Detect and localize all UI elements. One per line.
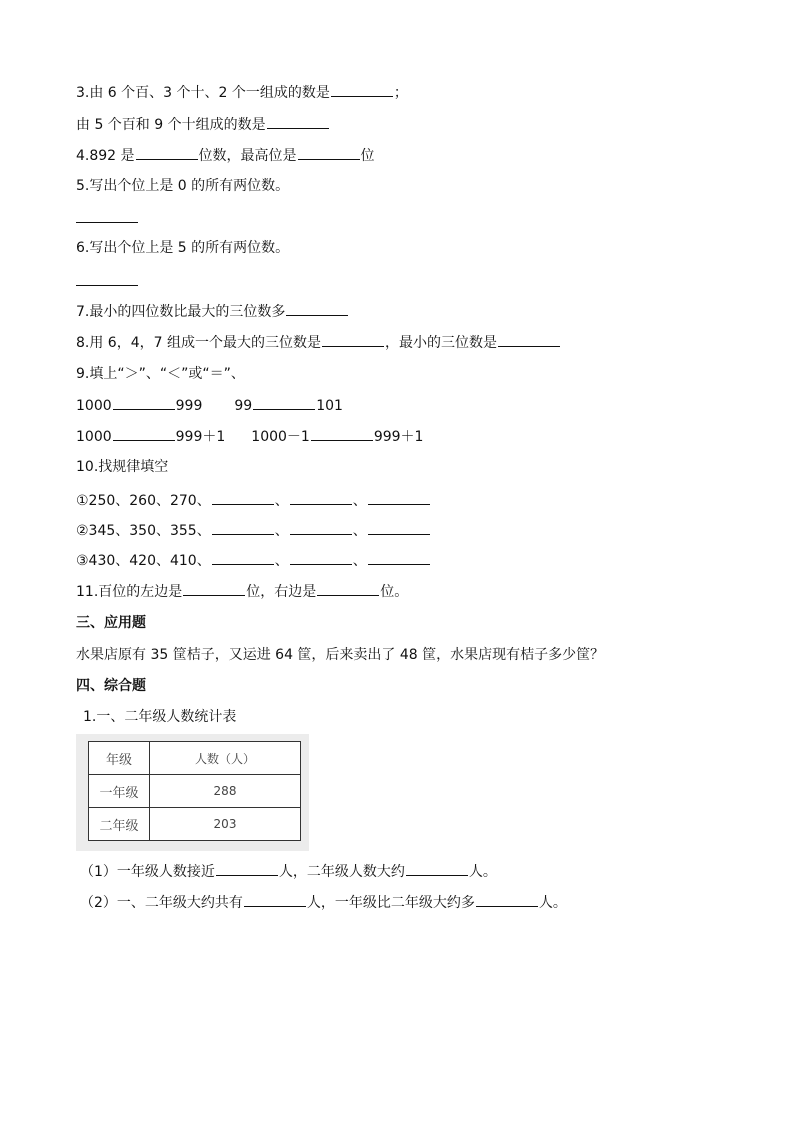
compare-right: 999＋1 <box>373 429 424 445</box>
q11-text-c: 位。 <box>380 584 409 600</box>
q7-text: 7.最小的四位数比最大的三位数多 <box>76 304 286 320</box>
grade-cell: 一年级 <box>89 775 150 808</box>
p1-text-a: （1）一年级人数接近 <box>80 864 215 880</box>
q10-seq3 <box>76 550 431 571</box>
answer-blank[interactable] <box>212 520 274 535</box>
answer-blank[interactable] <box>317 581 379 596</box>
answer-blank[interactable] <box>290 520 352 535</box>
compare-left: 1000 <box>76 429 112 445</box>
application-problem <box>76 645 604 665</box>
separator: 、 <box>274 553 289 569</box>
answer-blank[interactable] <box>368 550 430 565</box>
q3-line1 <box>76 82 408 103</box>
answer-blank[interactable] <box>368 520 430 535</box>
sequence-text: ②345、350、355、 <box>76 523 211 539</box>
q8-text-a: 8.用 6，4，7 组成一个最大的三位数是 <box>76 335 321 351</box>
grade-cell: 二年级 <box>89 808 150 841</box>
answer-blank[interactable] <box>76 222 138 223</box>
q4-line <box>76 145 375 166</box>
p2-text-c: 人。 <box>538 895 567 911</box>
q11-text-b: 位，右边是 <box>246 584 317 600</box>
separator: 、 <box>352 493 367 509</box>
q3-end: ； <box>393 85 408 101</box>
q5-text: 5.写出个位上是 0 的所有两位数。 <box>76 178 290 194</box>
sequence-text: ③430、420、410、 <box>76 553 211 569</box>
table-header-row <box>89 742 301 775</box>
q9-row2 <box>76 426 423 447</box>
q10-title <box>76 457 168 477</box>
q7-line <box>76 301 349 322</box>
answer-blank[interactable] <box>244 892 306 907</box>
q6-text: 6.写出个位上是 5 的所有两位数。 <box>76 240 290 256</box>
separator: 、 <box>274 493 289 509</box>
table-title: 1.一、二年级人数统计表 <box>83 709 237 725</box>
q3b-text: 由 5 个百和 9 个十组成的数是 <box>76 117 266 133</box>
p2-text-a: （2）一、二年级大约共有 <box>80 895 243 911</box>
section-3-title: 三、应用题 <box>76 615 146 631</box>
answer-blank[interactable] <box>113 395 175 410</box>
answer-blank[interactable] <box>136 145 198 160</box>
q3-line2 <box>76 114 330 135</box>
answer-blank[interactable] <box>322 332 384 347</box>
table-caption <box>83 707 236 727</box>
q10-title-text: 10.找规律填空 <box>76 459 169 475</box>
q6-line <box>76 238 289 258</box>
compare-left: 99 <box>234 398 253 414</box>
separator: 、 <box>274 523 289 539</box>
q4-text-b: 位数，最高位是 <box>198 148 297 164</box>
separator: 、 <box>352 553 367 569</box>
q9-row1 <box>76 395 343 416</box>
header-grade: 年级 <box>89 742 150 775</box>
answer-blank[interactable] <box>406 861 468 876</box>
separator: 、 <box>352 523 367 539</box>
answer-blank[interactable] <box>76 285 138 286</box>
p2-text-b: 人，一年级比二年级大约多 <box>306 895 475 911</box>
answer-blank[interactable] <box>212 490 274 505</box>
answer-blank[interactable] <box>183 581 245 596</box>
answer-blank[interactable] <box>298 145 360 160</box>
answer-blank[interactable] <box>212 550 274 565</box>
compare-right: 999＋1 <box>175 429 226 445</box>
answer-blank[interactable] <box>498 332 560 347</box>
answer-blank[interactable] <box>476 892 538 907</box>
answer-blank[interactable] <box>290 550 352 565</box>
q3-text: 3.由 6 个百、3 个十、2 个一组成的数是 <box>76 85 330 101</box>
count-cell: 288 <box>150 775 301 808</box>
answer-blank[interactable] <box>267 114 329 129</box>
problem-text: 水果店原有 35 筐桔子，又运进 64 筐，后来卖出了 48 筐，水果店现有桔子多少筐？ <box>76 647 605 663</box>
statistics-table-image <box>76 734 309 851</box>
answer-blank[interactable] <box>253 395 315 410</box>
p1-text-c: 人。 <box>468 864 497 880</box>
q10-seq2 <box>76 520 431 541</box>
compare-right: 999 <box>175 398 203 414</box>
q9-title <box>76 364 245 384</box>
q9-title-text: 9.填上“＞”、“＜”或“＝”、 <box>76 366 245 382</box>
answer-blank[interactable] <box>368 490 430 505</box>
q4-text-a: 4.892 是 <box>76 148 135 164</box>
p1-text-b: 人，二年级人数大约 <box>278 864 405 880</box>
q11-line <box>76 581 408 602</box>
q8-text-b: ，最小的三位数是 <box>384 335 497 351</box>
q5-line <box>76 176 289 196</box>
sub-question-1 <box>80 861 497 882</box>
sequence-text: ①250、260、270、 <box>76 493 211 509</box>
table-row <box>89 808 301 841</box>
section-4-title: 四、综合题 <box>76 678 146 694</box>
header-count: 人数（人） <box>150 742 301 775</box>
section-3-heading <box>76 613 146 633</box>
compare-left: 1000－1 <box>251 429 310 445</box>
statistics-table <box>88 741 301 841</box>
q8-line <box>76 332 561 353</box>
sub-question-2 <box>80 892 567 913</box>
q4-text-c: 位 <box>360 148 375 164</box>
answer-blank[interactable] <box>290 490 352 505</box>
answer-blank[interactable] <box>113 426 175 441</box>
answer-blank[interactable] <box>286 301 348 316</box>
q10-seq1 <box>76 490 431 511</box>
compare-right: 101 <box>316 398 343 414</box>
answer-blank[interactable] <box>216 861 278 876</box>
q11-text-a: 11.百位的左边是 <box>76 584 183 600</box>
answer-blank[interactable] <box>311 426 373 441</box>
section-4-heading <box>76 676 146 696</box>
table-row <box>89 775 301 808</box>
count-cell: 203 <box>150 808 301 841</box>
compare-left: 1000 <box>76 398 112 414</box>
answer-blank[interactable] <box>331 82 393 97</box>
